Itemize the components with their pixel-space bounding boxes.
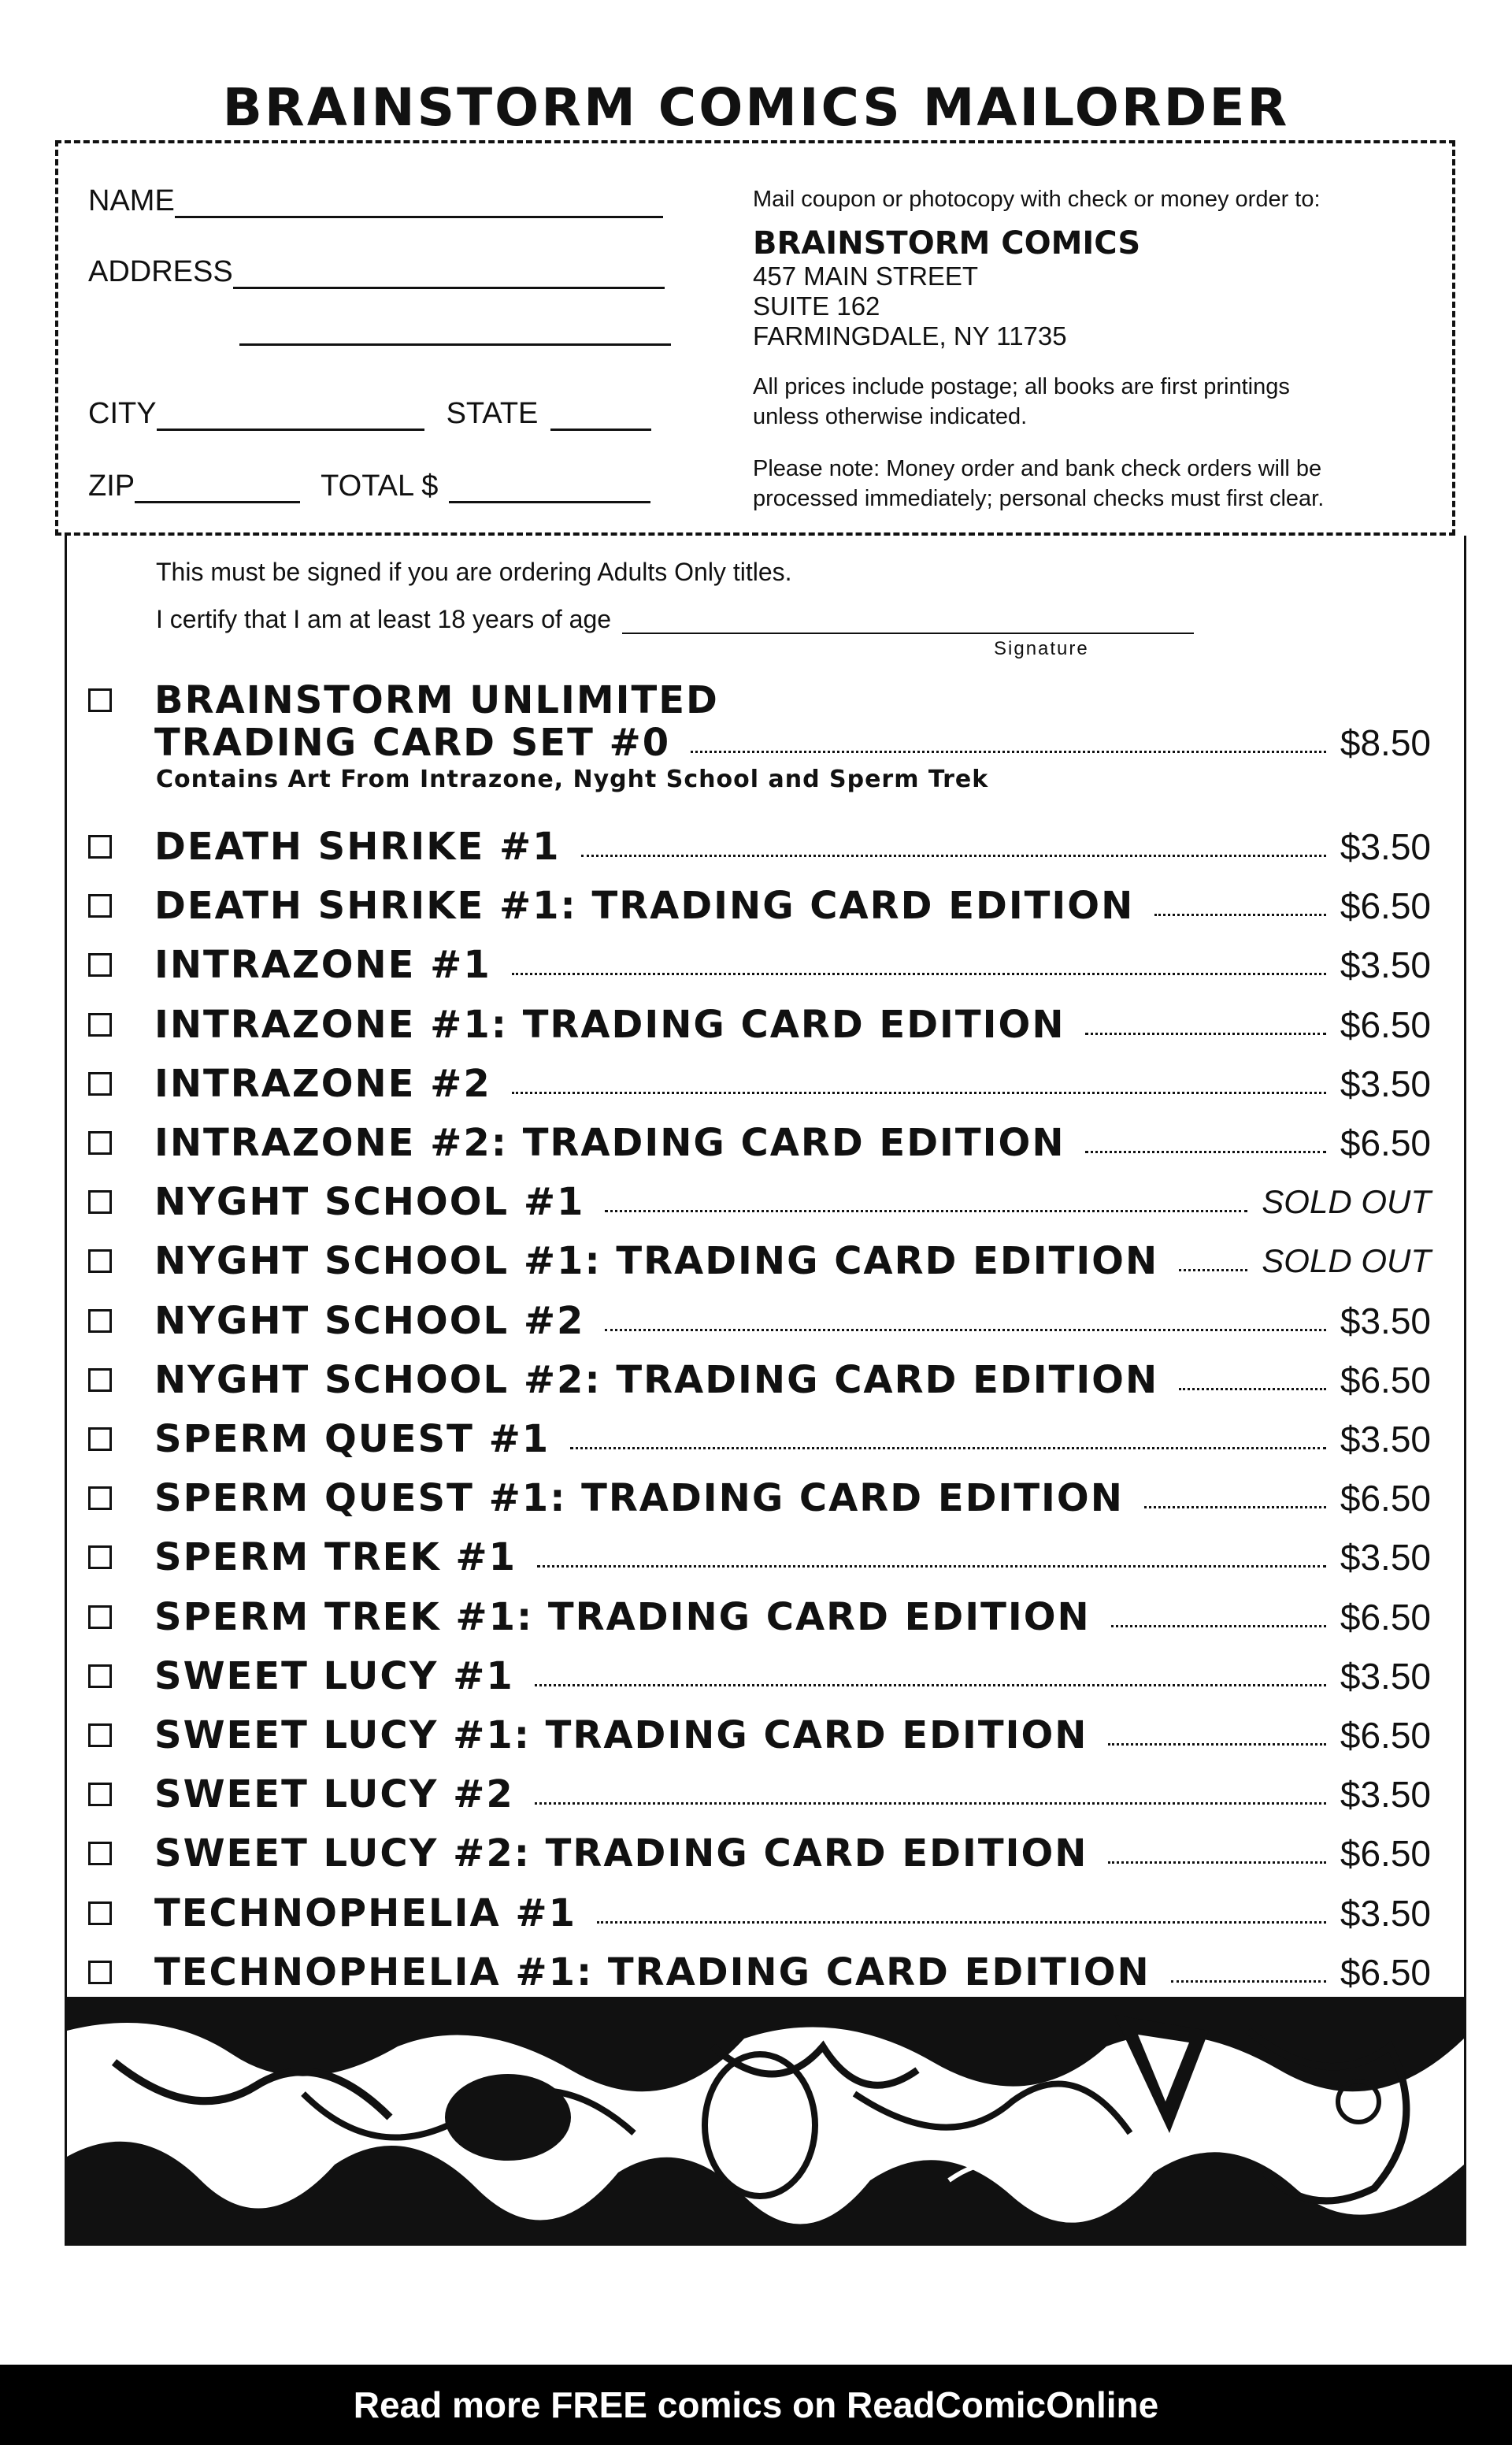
- item-price: $6.50: [1340, 1715, 1431, 1756]
- item-name: SPERM QUEST #1: [154, 1417, 550, 1461]
- checkbox[interactable]: [88, 1783, 112, 1806]
- check-note-1: Please note: Money order and bank check orders will be: [753, 456, 1322, 481]
- order-item[interactable]: [88, 1533, 1431, 1582]
- order-item[interactable]: [88, 1593, 1431, 1642]
- leader-dots: [570, 1430, 1326, 1449]
- leader-dots: [1108, 1726, 1325, 1746]
- checkbox[interactable]: [88, 1545, 112, 1569]
- leader-dots: [1171, 1963, 1326, 1983]
- leader-dots: [512, 1074, 1326, 1094]
- item-price: $3.50: [1340, 944, 1431, 985]
- order-item[interactable]: [88, 1297, 1431, 1345]
- item-price: $3.50: [1340, 1419, 1431, 1460]
- certify-row: [156, 605, 1194, 634]
- total-line[interactable]: [449, 474, 650, 503]
- order-item[interactable]: [88, 1948, 1431, 1997]
- address-line-1[interactable]: [233, 260, 665, 289]
- checkbox[interactable]: [88, 1368, 112, 1392]
- item-name: TECHNOPHELIA #1: [154, 1891, 576, 1935]
- checkbox[interactable]: [88, 688, 112, 712]
- item-price: $3.50: [1340, 1300, 1431, 1341]
- address-field-2[interactable]: [239, 317, 671, 346]
- featured-name-line1: BRAINSTORM UNLIMITED: [154, 678, 719, 722]
- item-name: DEATH SHRIKE #1: [154, 825, 561, 869]
- leader-dots: [1111, 1608, 1326, 1627]
- leader-dots: [535, 1667, 1326, 1686]
- mail-instruction: Mail coupon or photocopy with check or money order to:: [753, 187, 1321, 212]
- item-price: SOLD OUT: [1262, 1183, 1431, 1220]
- item-price: $6.50: [1340, 1952, 1431, 1993]
- leader-dots: [1144, 1489, 1326, 1508]
- featured-name-line2: TRADING CARD SET #0: [154, 721, 671, 765]
- item-price: $6.50: [1340, 1122, 1431, 1163]
- checkbox[interactable]: [88, 1486, 112, 1510]
- checkbox[interactable]: [88, 1131, 112, 1155]
- featured-item-line2: [88, 718, 1431, 767]
- leader-dots: [1108, 1844, 1325, 1864]
- name-label: NAME: [88, 184, 175, 217]
- page-title: BRAINSTORM COMICS MAILORDER: [222, 77, 1290, 138]
- order-item[interactable]: [88, 1889, 1431, 1938]
- featured-subtitle: Contains Art From Intrazone, Nyght School and Sperm Trek: [156, 766, 989, 793]
- leader-dots: [597, 1904, 1326, 1924]
- featured-item-line1[interactable]: [88, 676, 1431, 725]
- order-item[interactable]: [88, 1119, 1431, 1167]
- leader-dots: [581, 837, 1326, 857]
- state-label: STATE: [446, 397, 539, 430]
- order-item[interactable]: [88, 1237, 1431, 1286]
- item-name: DEATH SHRIKE #1: TRADING CARD EDITION: [154, 884, 1135, 928]
- item-name: SWEET LUCY #1: TRADING CARD EDITION: [154, 1713, 1088, 1757]
- item-price: SOLD OUT: [1262, 1242, 1431, 1279]
- adults-notice: This must be signed if you are ordering Adults Only titles.: [156, 558, 792, 586]
- leader-dots: [605, 1312, 1325, 1331]
- checkbox[interactable]: [88, 1249, 112, 1273]
- mail-street: 457 MAIN STREET: [753, 262, 979, 291]
- order-item[interactable]: [88, 1652, 1431, 1701]
- featured-price: $8.50: [1340, 722, 1431, 763]
- city-field[interactable]: [88, 397, 651, 431]
- checkbox[interactable]: [88, 1427, 112, 1451]
- item-price: $3.50: [1340, 1774, 1431, 1815]
- item-price: $6.50: [1340, 1597, 1431, 1638]
- order-item[interactable]: [88, 941, 1431, 989]
- item-name: NYGHT SCHOOL #1: [154, 1180, 585, 1224]
- item-name: SWEET LUCY #2: TRADING CARD EDITION: [154, 1831, 1088, 1875]
- item-price: $6.50: [1340, 885, 1431, 926]
- signature-label: Signature: [994, 638, 1089, 659]
- checkbox[interactable]: [88, 1901, 112, 1925]
- item-name: NYGHT SCHOOL #1: TRADING CARD EDITION: [154, 1239, 1159, 1283]
- checkbox[interactable]: [88, 1842, 112, 1865]
- item-price: $3.50: [1340, 1656, 1431, 1697]
- mail-company: BRAINSTORM COMICS: [753, 225, 1141, 262]
- address-line-2[interactable]: [239, 317, 671, 346]
- item-name: NYGHT SCHOOL #2: TRADING CARD EDITION: [154, 1358, 1159, 1402]
- item-price: $6.50: [1340, 1360, 1431, 1401]
- order-item[interactable]: [88, 1059, 1431, 1108]
- checkbox[interactable]: [88, 1013, 112, 1037]
- certify-text: I certify that I am at least 18 years of age: [156, 605, 612, 633]
- item-name: INTRAZONE #2: [154, 1062, 491, 1106]
- checkbox[interactable]: [88, 1072, 112, 1096]
- checkbox[interactable]: [88, 953, 112, 977]
- checkbox[interactable]: [88, 1605, 112, 1629]
- state-line[interactable]: [550, 402, 651, 431]
- order-item[interactable]: [88, 822, 1431, 871]
- order-item[interactable]: [88, 1000, 1431, 1049]
- order-item[interactable]: [88, 1415, 1431, 1464]
- leader-dots: [535, 1785, 1326, 1805]
- city-line[interactable]: [157, 402, 424, 431]
- order-item[interactable]: [88, 1711, 1431, 1760]
- order-item[interactable]: [88, 1178, 1431, 1226]
- zip-label: ZIP: [88, 469, 135, 503]
- leader-dots: [1154, 896, 1326, 916]
- leader-dots: [605, 1193, 1247, 1212]
- city-label: CITY: [88, 397, 157, 430]
- item-name: NYGHT SCHOOL #2: [154, 1299, 585, 1343]
- leader-dots: [537, 1548, 1326, 1568]
- item-name: TECHNOPHELIA #1: TRADING CARD EDITION: [154, 1950, 1151, 1994]
- comic-artwork-image: [67, 1999, 1464, 2243]
- leader-dots: [1085, 1015, 1325, 1035]
- order-item[interactable]: [88, 1829, 1431, 1878]
- zip-line[interactable]: [135, 474, 300, 503]
- item-price: $6.50: [1340, 1833, 1431, 1874]
- item-price: $3.50: [1340, 1063, 1431, 1104]
- order-item[interactable]: [88, 1770, 1431, 1819]
- address-field[interactable]: [88, 255, 665, 289]
- item-name: SWEET LUCY #1: [154, 1654, 514, 1698]
- footer-banner: Read more FREE comics on ReadComicOnline: [0, 2365, 1512, 2445]
- checkbox[interactable]: [88, 1190, 112, 1214]
- item-name: SPERM QUEST #1: TRADING CARD EDITION: [154, 1476, 1124, 1520]
- order-item[interactable]: [88, 1356, 1431, 1404]
- checkbox[interactable]: [88, 1723, 112, 1747]
- leader-dots: [691, 733, 1326, 753]
- item-name: INTRAZONE #2: TRADING CARD EDITION: [154, 1121, 1065, 1165]
- check-note-2: processed immediately; personal checks must first clear.: [753, 486, 1325, 511]
- item-price: $6.50: [1340, 1478, 1431, 1519]
- item-name: SPERM TREK #1: [154, 1535, 517, 1579]
- zip-field[interactable]: [88, 469, 650, 503]
- total-label: TOTAL $: [321, 469, 439, 503]
- artwork-panel: [65, 1997, 1466, 2246]
- checkbox[interactable]: [88, 835, 112, 859]
- item-name: SPERM TREK #1: TRADING CARD EDITION: [154, 1595, 1091, 1639]
- name-line[interactable]: [175, 189, 663, 218]
- item-price: $3.50: [1340, 1893, 1431, 1934]
- checkbox[interactable]: [88, 1961, 112, 1984]
- item-name: INTRAZONE #1: [154, 943, 491, 987]
- mail-suite: SUITE 162: [753, 291, 880, 321]
- leader-dots: [1179, 1371, 1326, 1390]
- leader-dots: [1085, 1133, 1325, 1153]
- item-name: SWEET LUCY #2: [154, 1772, 514, 1816]
- order-coupon: [55, 140, 1455, 536]
- checkbox[interactable]: [88, 1309, 112, 1333]
- checkbox[interactable]: [88, 1664, 112, 1688]
- postage-note-2: unless otherwise indicated.: [753, 404, 1028, 429]
- postage-note-1: All prices include postage; all books are first printings: [753, 374, 1290, 399]
- leader-dots: [1179, 1252, 1247, 1271]
- item-name: INTRAZONE #1: TRADING CARD EDITION: [154, 1003, 1065, 1047]
- mail-city: FARMINGDALE, NY 11735: [753, 321, 1067, 351]
- item-price: $3.50: [1340, 826, 1431, 867]
- leader-dots: [512, 955, 1326, 975]
- order-item[interactable]: [88, 1474, 1431, 1523]
- name-field[interactable]: [88, 184, 663, 218]
- order-item[interactable]: [88, 881, 1431, 930]
- signature-line[interactable]: [622, 609, 1194, 634]
- address-label: ADDRESS: [88, 255, 233, 288]
- checkbox[interactable]: [88, 894, 112, 918]
- item-price: $3.50: [1340, 1537, 1431, 1578]
- item-price: $6.50: [1340, 1004, 1431, 1045]
